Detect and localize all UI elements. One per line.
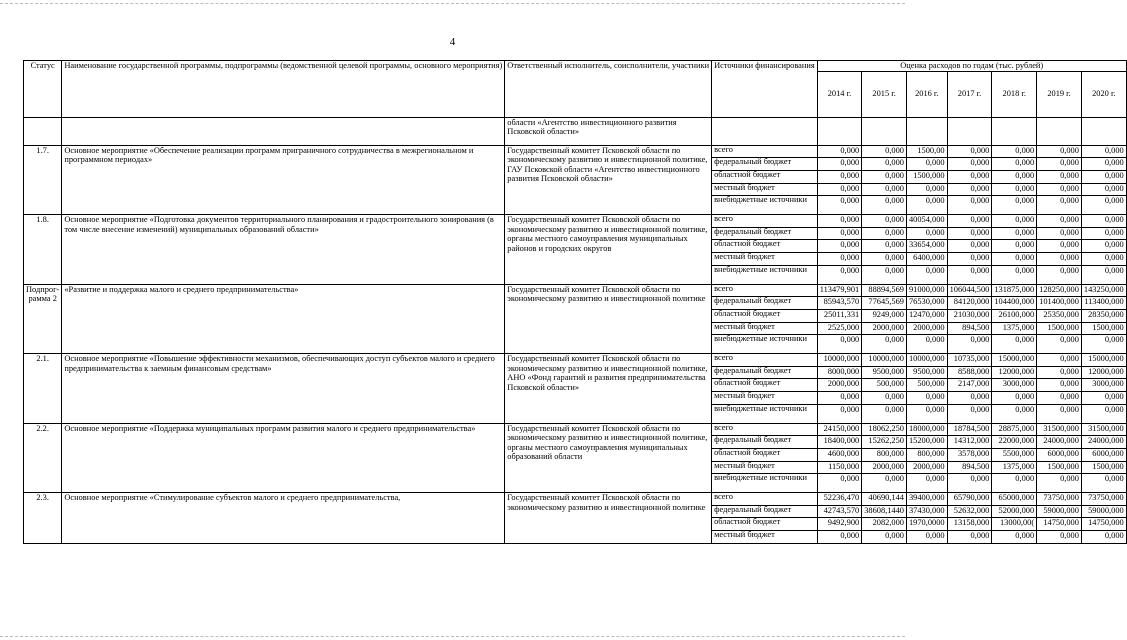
source-row: [24, 145, 1127, 158]
source-label: внебюджетные источники: [712, 404, 818, 423]
value-cell: 0,000: [992, 392, 1037, 405]
value-cell: 0,000: [947, 158, 992, 171]
value-cell: 0,000: [992, 145, 1037, 158]
source-label: местный бюджет: [712, 461, 818, 474]
value-cell: 3000,000: [1081, 379, 1126, 392]
value-cell: 0,000: [862, 215, 907, 228]
value-cell: 0,000: [1081, 145, 1126, 158]
header-year: 2017 г.: [947, 71, 992, 117]
value-cell: 1500,000: [1081, 461, 1126, 474]
value-cell: 0,000: [1037, 183, 1082, 196]
value-cell: 0,000: [992, 196, 1037, 215]
source-label: внебюджетные источники: [712, 196, 818, 215]
source-label: всего: [712, 215, 818, 228]
value-cell: 0,000: [906, 335, 947, 354]
value-cell: 0,000: [1037, 404, 1082, 423]
header-year: 2018 г.: [992, 71, 1037, 117]
source-label: федеральный бюджет: [712, 297, 818, 310]
page-edge-top: [0, 3, 905, 4]
value-cell: 2000,000: [862, 461, 907, 474]
value-cell: 0,000: [1037, 531, 1082, 544]
block-name: «Развитие и поддержка малого и среднего предпринимательства»: [62, 284, 505, 354]
value-cell: 0,000: [817, 240, 861, 253]
block-executor: Государственный комитет Псковской области по экономическому развитию и инвестиционной политике, органы местного самоуправления муниципальных районов и городских округов: [505, 215, 712, 285]
value-cell: 91000,000: [906, 284, 947, 297]
value-cell: 10735,000: [947, 354, 992, 367]
page-edge-bottom: [0, 636, 905, 637]
value-cell: 0,000: [906, 158, 947, 171]
value-cell: 0,000: [1037, 215, 1082, 228]
block-status: Подпрог-рамма 2: [24, 284, 62, 354]
value-cell: 15000,000: [1081, 354, 1126, 367]
value-cell: 0,000: [992, 474, 1037, 493]
header-name: Наименование государственной программы, подпрограммы (ведомственной целевой программы, основного мероприятия): [62, 61, 505, 118]
value-cell: 0,000: [947, 531, 992, 544]
value-cell: 18062,250: [862, 423, 907, 436]
value-cell: 40054,000: [906, 215, 947, 228]
source-label: областной бюджет: [712, 309, 818, 322]
value-cell: 0,000: [1081, 215, 1126, 228]
value-cell: 39400,000: [906, 493, 947, 506]
value-cell: 800,000: [862, 448, 907, 461]
source-label: всего: [712, 354, 818, 367]
carry-over-row: [24, 117, 1127, 145]
value-cell: 0,000: [1037, 227, 1082, 240]
value-cell: 131875,000: [992, 284, 1037, 297]
source-label: внебюджетные источники: [712, 474, 818, 493]
value-cell: 24000,000: [1081, 436, 1126, 449]
block-executor: Государственный комитет Псковской области по экономическому развитию и инвестиционной политике, ГАУ Псковской области «Агентство инвестиционного развития Псковской области»: [505, 145, 712, 215]
value-cell: 0,000: [947, 196, 992, 215]
value-cell: 0,000: [1037, 335, 1082, 354]
value-cell: 9500,000: [862, 366, 907, 379]
value-cell: 14750,000: [1037, 518, 1082, 531]
value-cell: 0,000: [947, 240, 992, 253]
carry-over-executor: области «Агентство инвестиционного развития Псковской области»: [505, 117, 712, 145]
source-label: всего: [712, 284, 818, 297]
header-year: 2014 г.: [817, 71, 861, 117]
source-label: всего: [712, 493, 818, 506]
value-cell: 15200,000: [906, 436, 947, 449]
budget-table: [23, 60, 1127, 544]
value-cell: 42743,570: [817, 505, 861, 518]
value-cell: 0,000: [992, 531, 1037, 544]
value-cell: 52632,000: [947, 505, 992, 518]
value-cell: 0,000: [862, 474, 907, 493]
value-cell: 0,000: [817, 335, 861, 354]
value-cell: 76530,000: [906, 297, 947, 310]
value-cell: 65790,000: [947, 493, 992, 506]
value-cell: 65000,000: [992, 493, 1037, 506]
value-cell: 0,000: [817, 196, 861, 215]
block-name: Основное мероприятие «Стимулирование субъектов малого и среднего предпринимательства,: [62, 493, 505, 544]
value-cell: 12000,000: [1081, 366, 1126, 379]
value-cell: 1500,00: [906, 145, 947, 158]
value-cell: 0,000: [1081, 158, 1126, 171]
source-label: областной бюджет: [712, 518, 818, 531]
value-cell: 25011,331: [817, 309, 861, 322]
value-cell: 28350,000: [1081, 309, 1126, 322]
value-cell: 15262,250: [862, 436, 907, 449]
value-cell: 0,000: [862, 253, 907, 266]
value-cell: 2082,000: [862, 518, 907, 531]
value-cell: 9500,000: [906, 366, 947, 379]
value-cell: 0,000: [817, 215, 861, 228]
block-status: 2.1.: [24, 354, 62, 424]
value-cell: 894,500: [947, 322, 992, 335]
value-cell: 18784,500: [947, 423, 992, 436]
value-cell: 59000,000: [1081, 505, 1126, 518]
value-cell: 0,000: [906, 404, 947, 423]
value-cell: 0,000: [1037, 366, 1082, 379]
value-cell: 10000,000: [906, 354, 947, 367]
value-cell: 104400,000: [992, 297, 1037, 310]
value-cell: 0,000: [947, 145, 992, 158]
value-cell: 0,000: [906, 474, 947, 493]
value-cell: 0,000: [1037, 145, 1082, 158]
value-cell: 0,000: [817, 265, 861, 284]
value-cell: 0,000: [862, 335, 907, 354]
value-cell: 2525,000: [817, 322, 861, 335]
value-cell: 37430,000: [906, 505, 947, 518]
value-cell: 38608,1440: [862, 505, 907, 518]
value-cell: 52000,000: [992, 505, 1037, 518]
value-cell: 0,000: [1037, 196, 1082, 215]
value-cell: 0,000: [992, 335, 1037, 354]
source-label: местный бюджет: [712, 253, 818, 266]
source-row: [24, 423, 1127, 436]
value-cell: 2147,000: [947, 379, 992, 392]
source-label: внебюджетные источники: [712, 265, 818, 284]
value-cell: 0,000: [1037, 392, 1082, 405]
value-cell: 0,000: [1081, 265, 1126, 284]
value-cell: 0,000: [817, 145, 861, 158]
value-cell: 0,000: [1037, 474, 1082, 493]
value-cell: 2000,000: [862, 322, 907, 335]
value-cell: 77645,569: [862, 297, 907, 310]
header-year: 2015 г.: [862, 71, 907, 117]
block-executor: Государственный комитет Псковской области по экономическому развитию и инвестиционной политике: [505, 493, 712, 544]
value-cell: 0,000: [1037, 240, 1082, 253]
value-cell: 1375,000: [992, 461, 1037, 474]
value-cell: 0,000: [817, 253, 861, 266]
source-label: внебюджетные источники: [712, 335, 818, 354]
value-cell: 0,000: [906, 196, 947, 215]
value-cell: 1500,000: [1081, 322, 1126, 335]
value-cell: 22000,000: [992, 436, 1037, 449]
source-label: федеральный бюджет: [712, 436, 818, 449]
value-cell: 0,000: [817, 158, 861, 171]
value-cell: 0,000: [817, 531, 861, 544]
value-cell: 0,000: [992, 240, 1037, 253]
value-cell: 0,000: [947, 392, 992, 405]
value-cell: 0,000: [992, 158, 1037, 171]
value-cell: 0,000: [947, 404, 992, 423]
value-cell: 106044,500: [947, 284, 992, 297]
value-cell: 12470,000: [906, 309, 947, 322]
value-cell: 0,000: [992, 215, 1037, 228]
value-cell: 59000,000: [1037, 505, 1082, 518]
value-cell: 1500,000: [906, 170, 947, 183]
value-cell: 14750,000: [1081, 518, 1126, 531]
value-cell: 500,000: [906, 379, 947, 392]
value-cell: 0,000: [992, 253, 1037, 266]
value-cell: 0,000: [862, 196, 907, 215]
value-cell: 0,000: [947, 170, 992, 183]
value-cell: 28875,000: [992, 423, 1037, 436]
value-cell: 0,000: [947, 215, 992, 228]
value-cell: 0,000: [862, 183, 907, 196]
value-cell: 3578,000: [947, 448, 992, 461]
value-cell: 14312,000: [947, 436, 992, 449]
source-row: [24, 354, 1127, 367]
value-cell: 0,000: [817, 404, 861, 423]
value-cell: 0,000: [862, 158, 907, 171]
value-cell: 0,000: [906, 183, 947, 196]
source-label: всего: [712, 145, 818, 158]
value-cell: 13000,00(: [992, 518, 1037, 531]
value-cell: 84120,000: [947, 297, 992, 310]
block-executor: Государственный комитет Псковской области по экономическому развитию и инвестиционной политике, АНО «Фонд гарантий и развития предпринимательства Псковской области»: [505, 354, 712, 424]
value-cell: 0,000: [1081, 170, 1126, 183]
value-cell: 113479,901: [817, 284, 861, 297]
block-executor: Государственный комитет Псковской области по экономическому развитию и инвестиционной политике: [505, 284, 712, 354]
page-number: 4: [449, 36, 456, 48]
value-cell: 0,000: [1081, 253, 1126, 266]
source-label: местный бюджет: [712, 183, 818, 196]
source-label: областной бюджет: [712, 170, 818, 183]
value-cell: 18000,000: [906, 423, 947, 436]
value-cell: 40690,144: [862, 493, 907, 506]
value-cell: 0,000: [947, 265, 992, 284]
block-name: Основное мероприятие «Повышение эффективности механизмов, обеспечивающих доступ субъектов малого и среднего предпринимательства к заемным финансовым средствам»: [62, 354, 505, 424]
header-year: 2016 г.: [906, 71, 947, 117]
value-cell: 0,000: [1081, 227, 1126, 240]
value-cell: 1970,0000: [906, 518, 947, 531]
block-status: 2.3.: [24, 493, 62, 544]
value-cell: 0,000: [906, 531, 947, 544]
value-cell: 0,000: [947, 183, 992, 196]
block-name: Основное мероприятие «Поддержка муниципальных программ развития малого и среднего предпринимательства»: [62, 423, 505, 493]
value-cell: 5500,000: [992, 448, 1037, 461]
value-cell: 21030,000: [947, 309, 992, 322]
value-cell: 1150,000: [817, 461, 861, 474]
value-cell: 4600,000: [817, 448, 861, 461]
value-cell: 6000,000: [1037, 448, 1082, 461]
value-cell: 9249,000: [862, 309, 907, 322]
value-cell: 6400,000: [906, 253, 947, 266]
value-cell: 0,000: [1081, 474, 1126, 493]
value-cell: 0,000: [906, 265, 947, 284]
header-status: Статус: [24, 61, 62, 118]
value-cell: 0,000: [1081, 531, 1126, 544]
value-cell: 25350,000: [1037, 309, 1082, 322]
value-cell: 113400,000: [1081, 297, 1126, 310]
value-cell: 0,000: [1037, 354, 1082, 367]
value-cell: 0,000: [1081, 335, 1126, 354]
value-cell: 101400,000: [1037, 297, 1082, 310]
header-sources: Источники финансирования: [712, 61, 818, 118]
value-cell: 0,000: [817, 170, 861, 183]
value-cell: 2000,000: [906, 322, 947, 335]
value-cell: 143250,000: [1081, 284, 1126, 297]
value-cell: 0,000: [862, 240, 907, 253]
source-label: областной бюджет: [712, 379, 818, 392]
source-row: [24, 284, 1127, 297]
value-cell: 1500,000: [1037, 461, 1082, 474]
value-cell: 0,000: [862, 170, 907, 183]
value-cell: 0,000: [862, 392, 907, 405]
value-cell: 0,000: [1081, 240, 1126, 253]
value-cell: 0,000: [817, 392, 861, 405]
value-cell: 894,500: [947, 461, 992, 474]
source-row: [24, 493, 1127, 506]
source-label: местный бюджет: [712, 392, 818, 405]
value-cell: 13158,000: [947, 518, 992, 531]
value-cell: 1375,000: [992, 322, 1037, 335]
value-cell: 12000,000: [992, 366, 1037, 379]
source-label: всего: [712, 423, 818, 436]
value-cell: 0,000: [1081, 196, 1126, 215]
value-cell: 0,000: [1037, 265, 1082, 284]
value-cell: 0,000: [862, 404, 907, 423]
block-name: Основное мероприятие «Обеспечение реализации программ приграничного сотрудничества в межрегиональном и программном периодах»: [62, 145, 505, 215]
value-cell: 33654,000: [906, 240, 947, 253]
value-cell: 8588,000: [947, 366, 992, 379]
value-cell: 0,000: [862, 265, 907, 284]
value-cell: 2000,000: [817, 379, 861, 392]
value-cell: 24000,000: [1037, 436, 1082, 449]
source-label: федеральный бюджет: [712, 227, 818, 240]
value-cell: 0,000: [862, 227, 907, 240]
value-cell: 88894,569: [862, 284, 907, 297]
value-cell: 0,000: [862, 531, 907, 544]
value-cell: 2000,000: [906, 461, 947, 474]
block-name: Основное мероприятие «Подготовка документов территориального планирования и градостроительного зонирования (в том числе внесение изменений) муниципальных образований области»: [62, 215, 505, 285]
block-status: 1.7.: [24, 145, 62, 215]
value-cell: 52236,470: [817, 493, 861, 506]
value-cell: 0,000: [992, 227, 1037, 240]
value-cell: 0,000: [992, 170, 1037, 183]
value-cell: 31500,000: [1037, 423, 1082, 436]
header-cost-title: Оценка расходов по годам (тыс. рублей): [817, 61, 1126, 72]
value-cell: 0,000: [947, 335, 992, 354]
value-cell: 0,000: [1081, 404, 1126, 423]
block-executor: Государственный комитет Псковской области по экономическому развитию и инвестиционной политике, органы местного самоуправления муниципальных образований области: [505, 423, 712, 493]
block-status: 2.2.: [24, 423, 62, 493]
source-label: местный бюджет: [712, 531, 818, 544]
header-year: 2020 г.: [1081, 71, 1126, 117]
value-cell: 85943,570: [817, 297, 861, 310]
value-cell: 0,000: [947, 253, 992, 266]
value-cell: 800,000: [906, 448, 947, 461]
value-cell: 0,000: [862, 145, 907, 158]
source-label: областной бюджет: [712, 448, 818, 461]
value-cell: 0,000: [817, 183, 861, 196]
source-label: федеральный бюджет: [712, 505, 818, 518]
value-cell: 0,000: [1037, 158, 1082, 171]
value-cell: 31500,000: [1081, 423, 1126, 436]
value-cell: 1500,000: [1037, 322, 1082, 335]
value-cell: 8000,000: [817, 366, 861, 379]
value-cell: 0,000: [992, 404, 1037, 423]
value-cell: 0,000: [906, 227, 947, 240]
value-cell: 0,000: [1081, 183, 1126, 196]
value-cell: 26100,000: [992, 309, 1037, 322]
header-executor: Ответственный исполнитель, соисполнители, участники: [505, 61, 712, 118]
value-cell: 0,000: [906, 392, 947, 405]
value-cell: 9492,900: [817, 518, 861, 531]
source-row: [24, 215, 1127, 228]
value-cell: 10000,000: [817, 354, 861, 367]
value-cell: 73750,000: [1037, 493, 1082, 506]
value-cell: 0,000: [947, 227, 992, 240]
value-cell: 128250,000: [1037, 284, 1082, 297]
block-status: 1.8.: [24, 215, 62, 285]
source-label: федеральный бюджет: [712, 158, 818, 171]
value-cell: 10000,000: [862, 354, 907, 367]
value-cell: 0,000: [817, 474, 861, 493]
value-cell: 500,000: [862, 379, 907, 392]
value-cell: 0,000: [992, 183, 1037, 196]
value-cell: 0,000: [992, 265, 1037, 284]
source-label: местный бюджет: [712, 322, 818, 335]
value-cell: 3000,000: [992, 379, 1037, 392]
source-label: областной бюджет: [712, 240, 818, 253]
value-cell: 15000,000: [992, 354, 1037, 367]
value-cell: 0,000: [947, 474, 992, 493]
value-cell: 24150,000: [817, 423, 861, 436]
value-cell: 18400,000: [817, 436, 861, 449]
value-cell: 6000,000: [1081, 448, 1126, 461]
header-year: 2019 г.: [1037, 71, 1082, 117]
value-cell: 0,000: [1037, 379, 1082, 392]
source-label: федеральный бюджет: [712, 366, 818, 379]
value-cell: 0,000: [1037, 253, 1082, 266]
value-cell: 0,000: [817, 227, 861, 240]
value-cell: 73750,000: [1081, 493, 1126, 506]
value-cell: 0,000: [1037, 170, 1082, 183]
value-cell: 0,000: [1081, 392, 1126, 405]
